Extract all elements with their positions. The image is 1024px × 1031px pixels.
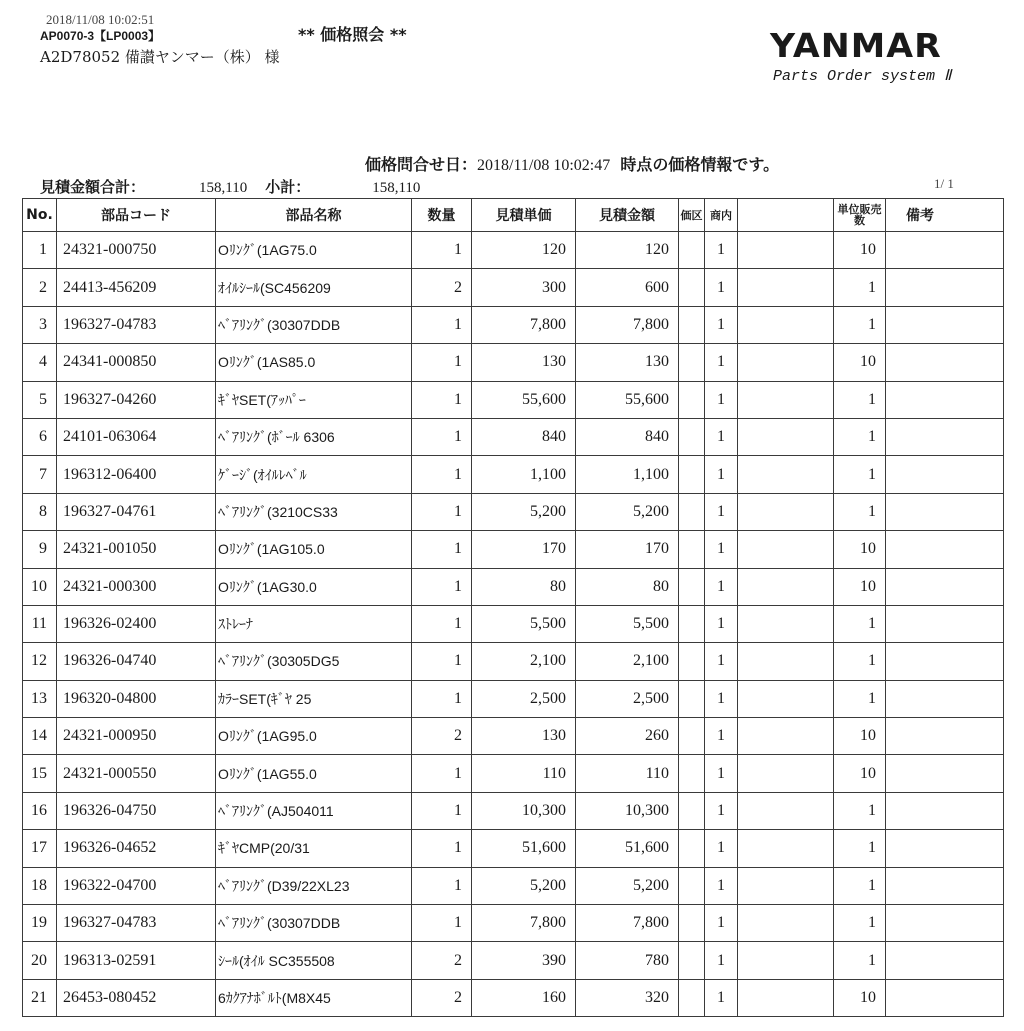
- row-part-code: 196326-04652: [57, 830, 216, 867]
- print-timestamp: 2018/11/08 10:02:51: [46, 12, 155, 27]
- col-qty: 数量: [412, 199, 472, 232]
- row-amount: 80: [576, 568, 679, 605]
- row-part-code: 26453-080452: [57, 979, 216, 1016]
- row-no: 10: [23, 568, 57, 605]
- col-part-name: 部品名称: [216, 199, 412, 232]
- row-price-category: [679, 605, 705, 642]
- table-body: [23, 232, 1004, 1017]
- row-unit-price: 110: [472, 755, 576, 792]
- row-qty: 1: [412, 680, 472, 717]
- row-trade: 1: [705, 605, 738, 642]
- inquiry-line: [365, 152, 779, 175]
- row-part-code: 24321-001050: [57, 531, 216, 568]
- row-no: 1: [23, 232, 57, 269]
- table-row: [23, 493, 1004, 530]
- row-remarks: [886, 306, 1004, 343]
- row-price-category: [679, 493, 705, 530]
- row-amount: 260: [576, 718, 679, 755]
- table-row: [23, 643, 1004, 680]
- row-blank: [738, 643, 834, 680]
- row-sales-unit: 1: [834, 306, 886, 343]
- row-price-category: [679, 306, 705, 343]
- row-part-code: 196312-06400: [57, 456, 216, 493]
- row-part-code: 196322-04700: [57, 867, 216, 904]
- row-part-code: 24101-063064: [57, 418, 216, 455]
- row-blank: [738, 344, 834, 381]
- row-amount: 2,500: [576, 680, 679, 717]
- row-price-category: [679, 531, 705, 568]
- row-no: 21: [23, 979, 57, 1016]
- row-unit-price: 170: [472, 531, 576, 568]
- row-sales-unit: 1: [834, 493, 886, 530]
- row-price-category: [679, 792, 705, 829]
- table-row: [23, 867, 1004, 904]
- row-trade: 1: [705, 493, 738, 530]
- row-no: 7: [23, 456, 57, 493]
- row-price-category: [679, 942, 705, 979]
- row-unit-price: 120: [472, 232, 576, 269]
- row-blank: [738, 905, 834, 942]
- page-title: ** 価格照会 **: [298, 25, 407, 44]
- row-part-code: 196313-02591: [57, 942, 216, 979]
- row-no: 15: [23, 755, 57, 792]
- row-sales-unit: 1: [834, 381, 886, 418]
- table-row: [23, 381, 1004, 418]
- table-row: [23, 718, 1004, 755]
- table-row: [23, 568, 1004, 605]
- row-sales-unit: 10: [834, 568, 886, 605]
- col-no: No.: [23, 199, 57, 232]
- row-remarks: [886, 792, 1004, 829]
- row-part-name: ﾍﾞｱﾘﾝｸﾞ(3210CS33: [216, 493, 412, 530]
- row-sales-unit: 1: [834, 905, 886, 942]
- row-amount: 5,200: [576, 493, 679, 530]
- row-no: 2: [23, 269, 57, 306]
- row-blank: [738, 232, 834, 269]
- row-no: 12: [23, 643, 57, 680]
- row-blank: [738, 755, 834, 792]
- table-row: [23, 979, 1004, 1016]
- row-blank: [738, 942, 834, 979]
- row-blank: [738, 493, 834, 530]
- row-blank: [738, 381, 834, 418]
- row-unit-price: 2,500: [472, 680, 576, 717]
- page-indicator: 1/ 1: [934, 176, 954, 191]
- estimate-total-label: 見積金額合計：: [40, 178, 146, 196]
- row-no: 20: [23, 942, 57, 979]
- row-no: 18: [23, 867, 57, 904]
- row-qty: 1: [412, 568, 472, 605]
- row-part-code: 196327-04260: [57, 381, 216, 418]
- row-no: 5: [23, 381, 57, 418]
- table-row: [23, 792, 1004, 829]
- row-remarks: [886, 905, 1004, 942]
- row-amount: 130: [576, 344, 679, 381]
- row-sales-unit: 1: [834, 792, 886, 829]
- row-trade: 1: [705, 306, 738, 343]
- table-row: [23, 680, 1004, 717]
- col-price-category: 価区: [679, 199, 705, 232]
- col-trade: 商内: [705, 199, 738, 232]
- row-amount: 120: [576, 232, 679, 269]
- row-trade: 1: [705, 979, 738, 1016]
- row-remarks: [886, 718, 1004, 755]
- row-sales-unit: 10: [834, 232, 886, 269]
- row-trade: 1: [705, 830, 738, 867]
- row-trade: 1: [705, 792, 738, 829]
- table-row: [23, 755, 1004, 792]
- row-trade: 1: [705, 680, 738, 717]
- program-code: AP0070-3【LP0003】: [40, 29, 161, 43]
- row-unit-price: 1,100: [472, 456, 576, 493]
- row-part-name: ﾍﾞｱﾘﾝｸﾞ(30305DG5: [216, 643, 412, 680]
- row-part-code: 24321-000750: [57, 232, 216, 269]
- row-part-name: Oﾘﾝｸﾞ(1AG55.0: [216, 755, 412, 792]
- row-trade: 1: [705, 905, 738, 942]
- row-part-name: ﾍﾞｱﾘﾝｸﾞ(D39/22XL23: [216, 867, 412, 904]
- row-unit-price: 300: [472, 269, 576, 306]
- row-part-name: ｶﾗｰSET(ｷﾞﾔ 25: [216, 680, 412, 717]
- row-no: 4: [23, 344, 57, 381]
- row-part-name: ﾍﾞｱﾘﾝｸﾞ(ﾎﾞｰﾙ 6306: [216, 418, 412, 455]
- row-trade: 1: [705, 942, 738, 979]
- row-sales-unit: 1: [834, 418, 886, 455]
- row-unit-price: 130: [472, 718, 576, 755]
- row-price-category: [679, 680, 705, 717]
- row-qty: 1: [412, 381, 472, 418]
- row-part-code: 24321-000950: [57, 718, 216, 755]
- row-remarks: [886, 418, 1004, 455]
- row-sales-unit: 10: [834, 718, 886, 755]
- row-part-code: 24321-000550: [57, 755, 216, 792]
- table-row: [23, 269, 1004, 306]
- row-unit-price: 5,500: [472, 605, 576, 642]
- row-trade: 1: [705, 344, 738, 381]
- row-unit-price: 5,200: [472, 493, 576, 530]
- row-blank: [738, 418, 834, 455]
- row-qty: 2: [412, 942, 472, 979]
- row-part-name: ﾍﾞｱﾘﾝｸﾞ(30307DDB: [216, 905, 412, 942]
- row-trade: 1: [705, 381, 738, 418]
- row-sales-unit: 1: [834, 867, 886, 904]
- row-blank: [738, 456, 834, 493]
- row-qty: 2: [412, 718, 472, 755]
- row-price-category: [679, 269, 705, 306]
- row-trade: 1: [705, 269, 738, 306]
- row-price-category: [679, 456, 705, 493]
- row-price-category: [679, 344, 705, 381]
- row-no: 14: [23, 718, 57, 755]
- row-unit-price: 5,200: [472, 867, 576, 904]
- row-part-name: Oﾘﾝｸﾞ(1AG30.0: [216, 568, 412, 605]
- row-price-category: [679, 643, 705, 680]
- col-blank: [738, 199, 834, 232]
- row-sales-unit: 1: [834, 942, 886, 979]
- row-price-category: [679, 381, 705, 418]
- row-price-category: [679, 755, 705, 792]
- row-qty: 1: [412, 232, 472, 269]
- row-remarks: [886, 680, 1004, 717]
- row-qty: 1: [412, 306, 472, 343]
- row-part-code: 196326-04740: [57, 643, 216, 680]
- row-amount: 600: [576, 269, 679, 306]
- row-part-name: 6ｶｸｱﾅﾎﾞﾙﾄ(M8X45: [216, 979, 412, 1016]
- row-trade: 1: [705, 418, 738, 455]
- row-part-code: 196327-04761: [57, 493, 216, 530]
- row-qty: 1: [412, 531, 472, 568]
- col-sales-unit: 単位販売数: [834, 199, 886, 232]
- row-sales-unit: 1: [834, 680, 886, 717]
- row-blank: [738, 269, 834, 306]
- row-trade: 1: [705, 755, 738, 792]
- subtotal-label: 小計：: [265, 178, 311, 196]
- row-remarks: [886, 830, 1004, 867]
- row-amount: 320: [576, 979, 679, 1016]
- row-qty: 1: [412, 905, 472, 942]
- row-part-name: ｽﾄﾚｰﾅ: [216, 605, 412, 642]
- row-remarks: [886, 269, 1004, 306]
- row-sales-unit: 1: [834, 605, 886, 642]
- table-row: [23, 456, 1004, 493]
- row-part-name: ｷﾞﾔCMP(20/31: [216, 830, 412, 867]
- row-sales-unit: 10: [834, 979, 886, 1016]
- row-blank: [738, 680, 834, 717]
- col-unit-price: 見積単価: [472, 199, 576, 232]
- row-remarks: [886, 867, 1004, 904]
- totals-line: [40, 176, 420, 197]
- table-row: [23, 942, 1004, 979]
- row-trade: 1: [705, 456, 738, 493]
- row-part-name: Oﾘﾝｸﾞ(1AG105.0: [216, 531, 412, 568]
- row-part-code: 24341-000850: [57, 344, 216, 381]
- row-no: 19: [23, 905, 57, 942]
- col-amount: 見積金額: [576, 199, 679, 232]
- row-blank: [738, 718, 834, 755]
- row-sales-unit: 10: [834, 344, 886, 381]
- table-row: [23, 418, 1004, 455]
- row-part-name: ｼｰﾙ(ｵｲﾙ SC355508: [216, 942, 412, 979]
- customer-name: A2D78052 備讃ヤンマー（株） 様: [40, 48, 280, 66]
- table-row: [23, 232, 1004, 269]
- table-row: [23, 830, 1004, 867]
- row-remarks: [886, 381, 1004, 418]
- row-amount: 5,500: [576, 605, 679, 642]
- row-qty: 1: [412, 605, 472, 642]
- row-price-category: [679, 905, 705, 942]
- row-amount: 55,600: [576, 381, 679, 418]
- inquiry-datetime: 2018/11/08 10:02:47: [477, 157, 611, 174]
- yanmar-logo: YANMAR: [770, 26, 942, 65]
- row-amount: 780: [576, 942, 679, 979]
- table-row: [23, 905, 1004, 942]
- row-no: 8: [23, 493, 57, 530]
- row-remarks: [886, 568, 1004, 605]
- row-part-name: ｷﾞﾔSET(ｱｯﾊﾟｰ: [216, 381, 412, 418]
- row-remarks: [886, 531, 1004, 568]
- row-no: 9: [23, 531, 57, 568]
- row-amount: 51,600: [576, 830, 679, 867]
- row-qty: 1: [412, 867, 472, 904]
- row-unit-price: 10,300: [472, 792, 576, 829]
- row-sales-unit: 1: [834, 830, 886, 867]
- table-header: [23, 199, 1004, 232]
- row-unit-price: 55,600: [472, 381, 576, 418]
- table-row: [23, 605, 1004, 642]
- table-row: [23, 344, 1004, 381]
- row-trade: 1: [705, 643, 738, 680]
- row-remarks: [886, 232, 1004, 269]
- row-part-name: Oﾘﾝｸﾞ(1AG75.0: [216, 232, 412, 269]
- row-qty: 1: [412, 344, 472, 381]
- row-amount: 7,800: [576, 306, 679, 343]
- row-part-code: 196326-04750: [57, 792, 216, 829]
- row-unit-price: 80: [472, 568, 576, 605]
- row-qty: 1: [412, 493, 472, 530]
- row-no: 3: [23, 306, 57, 343]
- row-part-code: 196327-04783: [57, 905, 216, 942]
- row-remarks: [886, 493, 1004, 530]
- row-trade: 1: [705, 232, 738, 269]
- subtotal-value: 158,110: [372, 180, 421, 196]
- row-qty: 2: [412, 979, 472, 1016]
- row-no: 17: [23, 830, 57, 867]
- row-qty: 1: [412, 643, 472, 680]
- row-remarks: [886, 456, 1004, 493]
- row-price-category: [679, 867, 705, 904]
- row-amount: 7,800: [576, 905, 679, 942]
- row-unit-price: 7,800: [472, 306, 576, 343]
- row-blank: [738, 867, 834, 904]
- row-unit-price: 2,100: [472, 643, 576, 680]
- row-blank: [738, 306, 834, 343]
- row-sales-unit: 10: [834, 531, 886, 568]
- row-trade: 1: [705, 531, 738, 568]
- row-price-category: [679, 418, 705, 455]
- estimate-total-value: 158,110: [199, 180, 248, 196]
- row-no: 11: [23, 605, 57, 642]
- row-qty: 1: [412, 456, 472, 493]
- row-remarks: [886, 755, 1004, 792]
- row-no: 6: [23, 418, 57, 455]
- row-part-name: Oﾘﾝｸﾞ(1AG95.0: [216, 718, 412, 755]
- row-sales-unit: 1: [834, 643, 886, 680]
- row-trade: 1: [705, 568, 738, 605]
- col-part-code: 部品コード: [57, 199, 216, 232]
- row-part-code: 24413-456209: [57, 269, 216, 306]
- row-blank: [738, 979, 834, 1016]
- row-blank: [738, 605, 834, 642]
- row-price-category: [679, 718, 705, 755]
- row-part-code: 24321-000300: [57, 568, 216, 605]
- row-no: 13: [23, 680, 57, 717]
- row-amount: 840: [576, 418, 679, 455]
- row-part-code: 196326-02400: [57, 605, 216, 642]
- row-part-name: ﾍﾞｱﾘﾝｸﾞ(30307DDB: [216, 306, 412, 343]
- row-part-name: Oﾘﾝｸﾞ(1AS85.0: [216, 344, 412, 381]
- table-row: [23, 306, 1004, 343]
- logo-subtitle: Parts Order system Ⅱ: [773, 68, 952, 85]
- table-row: [23, 531, 1004, 568]
- row-part-code: 196327-04783: [57, 306, 216, 343]
- row-qty: 1: [412, 792, 472, 829]
- row-amount: 10,300: [576, 792, 679, 829]
- row-qty: 2: [412, 269, 472, 306]
- inquiry-label: 価格問合せ日：: [365, 155, 478, 174]
- row-qty: 1: [412, 755, 472, 792]
- row-no: 16: [23, 792, 57, 829]
- row-price-category: [679, 232, 705, 269]
- row-part-name: ﾍﾞｱﾘﾝｸﾞ(AJ504011: [216, 792, 412, 829]
- row-trade: 1: [705, 867, 738, 904]
- row-unit-price: 390: [472, 942, 576, 979]
- row-part-code: 196320-04800: [57, 680, 216, 717]
- row-unit-price: 130: [472, 344, 576, 381]
- row-remarks: [886, 942, 1004, 979]
- row-amount: 170: [576, 531, 679, 568]
- row-remarks: [886, 344, 1004, 381]
- row-qty: 1: [412, 830, 472, 867]
- row-blank: [738, 830, 834, 867]
- row-price-category: [679, 979, 705, 1016]
- row-remarks: [886, 979, 1004, 1016]
- row-unit-price: 840: [472, 418, 576, 455]
- row-part-name: ｵｲﾙｼｰﾙ(SC456209: [216, 269, 412, 306]
- row-price-category: [679, 830, 705, 867]
- row-sales-unit: 1: [834, 269, 886, 306]
- row-remarks: [886, 643, 1004, 680]
- inquiry-suffix: 時点の価格情報です。: [620, 155, 780, 174]
- row-unit-price: 51,600: [472, 830, 576, 867]
- row-remarks: [886, 605, 1004, 642]
- row-part-name: ｹﾞｰｼﾞ(ｵｲﾙﾚﾍﾞﾙ: [216, 456, 412, 493]
- row-amount: 2,100: [576, 643, 679, 680]
- row-unit-price: 160: [472, 979, 576, 1016]
- row-trade: 1: [705, 718, 738, 755]
- row-blank: [738, 792, 834, 829]
- row-sales-unit: 10: [834, 755, 886, 792]
- row-unit-price: 7,800: [472, 905, 576, 942]
- row-amount: 1,100: [576, 456, 679, 493]
- row-qty: 1: [412, 418, 472, 455]
- row-amount: 5,200: [576, 867, 679, 904]
- row-price-category: [679, 568, 705, 605]
- row-blank: [738, 568, 834, 605]
- price-table: [22, 198, 1004, 1017]
- row-blank: [738, 531, 834, 568]
- col-remarks: 備考: [886, 199, 1004, 232]
- row-sales-unit: 1: [834, 456, 886, 493]
- row-amount: 110: [576, 755, 679, 792]
